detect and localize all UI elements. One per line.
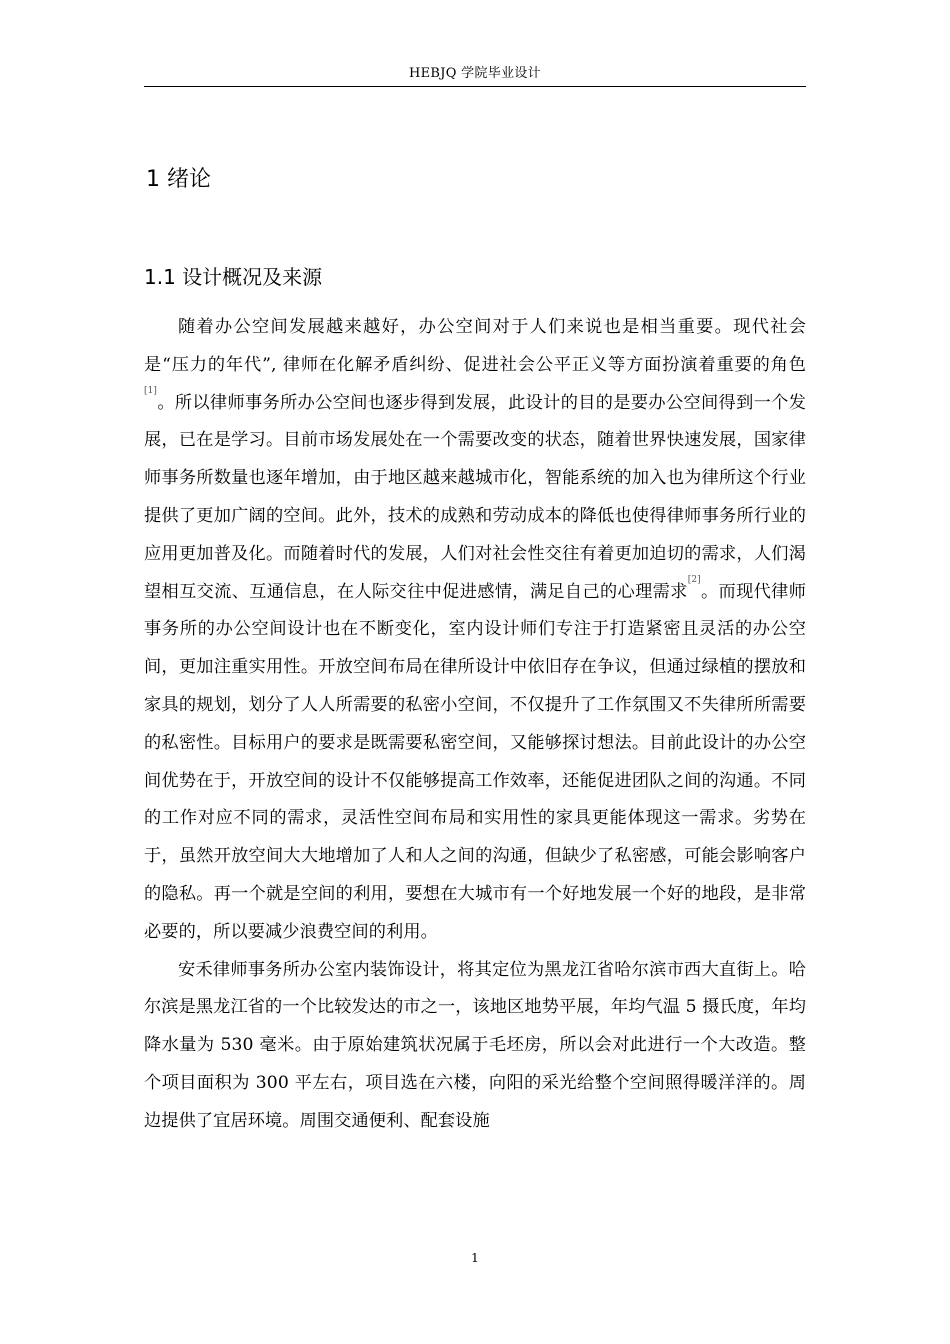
- paragraph-1: [144, 309, 806, 952]
- paragraph-1-part-a: 随着办公空间发展越来越好，办公空间对于人们来说也是相当重要。现代社会是“压力的年代”, 律师在化解矛盾纠纷、促进社会公平正义等方面扮演着重要的角色: [144, 317, 806, 375]
- citation-ref-2: [2]: [687, 574, 701, 585]
- header-rule: [144, 86, 806, 87]
- page-number: 1: [471, 1251, 479, 1265]
- body-text: [144, 309, 806, 1141]
- chapter-title: 1 绪论: [146, 167, 211, 192]
- citation-ref-1: [1]: [144, 385, 158, 396]
- running-header: HEBJQ 学院毕业设计: [409, 66, 541, 81]
- paragraph-1-part-c: 。而现代律师事务所的办公空间设计也在不断变化，室内设计师们专注于打造紧密且灵活的办公空间，更加注重实用性。开放空间布局在律所设计中依旧存在争议，但通过绿植的摆放和家具的规划，划分了人人所需要的私密小空间，不仅提升了工作氛围又不失律所所需要的私密性。目标用户的要求是既需要私密空间，又能够探讨想法。目前此设计的办公空间优势在于，开放空间的设计不仅能够提高工作效率，还能促进团队之间的沟通。不同的工作对应不同的需求，灵活性空间布局和实用性的家具更能体现这一需求。劣势在于，虽然开放空间大大地增加了人和人之间的沟通，但缺少了私密感，可能会影响客户的隐私。再一个就是空间的利用，要想在大城市有一个好地发展一个好的地段，是非常必要的，所以要减少浪费空间的利用。: [144, 581, 806, 942]
- section-title: 1.1 设计概况及来源: [144, 265, 323, 289]
- paragraph-2: 安禾律师事务所办公室内装饰设计，将其定位为黑龙江省哈尔滨市西大直街上。哈尔滨是黑龙江省的一个比较发达的市之一，该地区地势平展，年均气温 5 摄氏度，年均降水量为 530 毫米。由于原始建筑状况属于毛坯房，所以会对此进行一个大改造。整个项目面积为 300 平左右，项目选在六楼，向阳的采光给整个空间照得暖洋洋的。周边提供了宜居环境。周围交通便利、配套设施: [144, 959, 806, 1131]
- paragraph-1-part-b: 。所以律师事务所办公空间也逐步得到发展，此设计的目的是要办公空间得到一个发展，已在是学习。目前市场发展处在一个需要改变的状态，随着世界快速发展，国家律师事务所数量也逐年增加，由于地区越来越城市化，智能系统的加入也为律所这个行业提供了更加广阔的空间。此外，技术的成熟和劳动成本的降低也使得律师事务所行业的应用更加普及化。而随着时代的发展，人们对社会性交往有着更加迫切的需求，人们渴望相互交流、互通信息，在人际交往中促进感情，满足自己的心理需求: [144, 392, 806, 602]
